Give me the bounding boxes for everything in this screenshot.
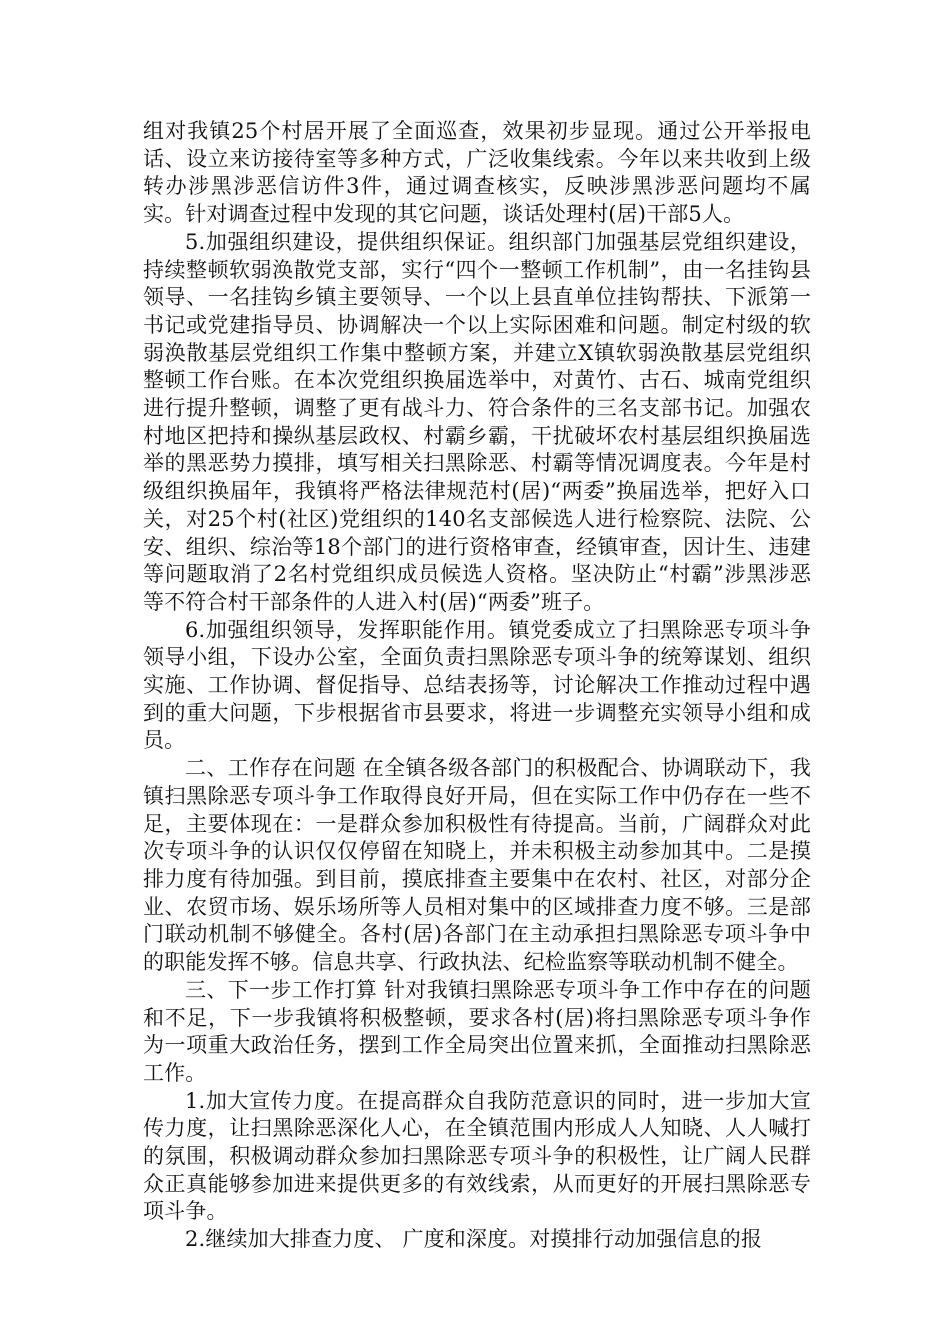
paragraph-continuation: 组对我镇25个村居开展了全面巡查，效果初步显现。通过公开举报电话、设立来访接待室等多种方式，广泛收集线索。今年以来共收到上级转办涉黑涉恶信访件3件，通过调查核实，反映涉黑涉恶问题均不属实。针对调查过程中发现的其它问题，谈话处理村(居)干部5人。 [143, 119, 811, 227]
paragraph-investigation: 2.继续加大排查力度、 广度和深度。对摸排行动加强信息的报 [185, 1227, 763, 1252]
paragraph-existing-problems: 二、工作存在问题 在全镇各级各部门的积极配合、协调联动下，我镇扫黑除恶专项斗争工作取得良好开局，但在实际工作中仍存在一些不足，主要体现在：一是群众参加积极性有待提高。当前，广阔群众对此次专项斗争的认识仅仅停留在知晓上，并未积极主动参加其中。二是摸排力度有待加强。到目前，摸底排查主要集中在农村、社区，对部分企业、农贸市场、娱乐场所等人员相对集中的区域排查力度不够。三是部门联动机制不够健全。各村(居)各部门在主动承担扫黑除恶专项斗争中的职能发挥不够。信息共享、行政执法、纪检监察等联动机制不健全。 [143, 756, 811, 975]
document-page [143, 118, 811, 1254]
paragraph-organization-leadership: 6.加强组织领导，发挥职能作用。镇党委成立了扫黑除恶专项斗争领导小组，下设办公室，全面负责扫黑除恶专项斗争的统筹谋划、组织实施、工作协调、督促指导、总结表扬等，讨论解决工作推动过程中遇到的重大问题，下步根据省市县要求，将进一步调整充实领导小组和成员。 [143, 617, 811, 753]
paragraph-publicity: 1.加大宣传力度。在提高群众自我防范意识的同时，进一步加大宣传力度，让扫黑除恶深化人心，在全镇范围内形成人人知晓、人人喊打的氛围，积极调动群众参加扫黑除恶专项斗争的积极性，让广阔人民群众正真能够参加进来提供更多的有效线索，从而更好的开展扫黑除恶专项斗争。 [143, 1088, 811, 1224]
paragraph-organization-building: 5.加强组织建设，提供组织保证。组织部门加强基层党组织建设，持续整顿软弱涣散党支部，实行“四个一整顿工作机制”，由一名挂钩县领导、一名挂钩乡镇主要领导、一个以上县直单位挂钩帮扶、下派第一书记或党建指导员、协调解决一个以上实际困难和问题。制定村级的软弱涣散基层党组织工作集中整顿方案，并建立X镇软弱涣散基层党组织整顿工作台账。在本次党组织换届选举中，对黄竹、古石、城南党组织进行提升整顿，调整了更有战斗力、符合条件的三名支部书记。加强农村地区把持和操纵基层政权、村霸乡霸，干扰破坏农村基层组织换届选举的黑恶势力摸排，填写相关扫黑除恶、村霸等情况调度表。今年是村级组织换届年，我镇将严格法律规范村(居)“两委”换届选举，把好入口关，对25个村(社区)党组织的140名支部候选人进行检察院、法院、公安、组织、综治等18个部门的进行资格审查，经镇审查，因计生、违建等问题取消了2名村党组织成员候选人资格。坚决防止“村霸”涉黑涉恶等不符合村干部条件的人进入村(居)“两委”班子。 [143, 229, 811, 614]
paragraph-next-steps: 三、下一步工作打算 针对我镇扫黑除恶专项斗争工作中存在的问题和不足，下一步我镇将积极整顿，要求各村(居)将扫黑除恶专项斗争作为一项重大政治任务，摆到工作全局突出位置来抓，全面推动扫黑除恶工作。 [143, 977, 811, 1085]
